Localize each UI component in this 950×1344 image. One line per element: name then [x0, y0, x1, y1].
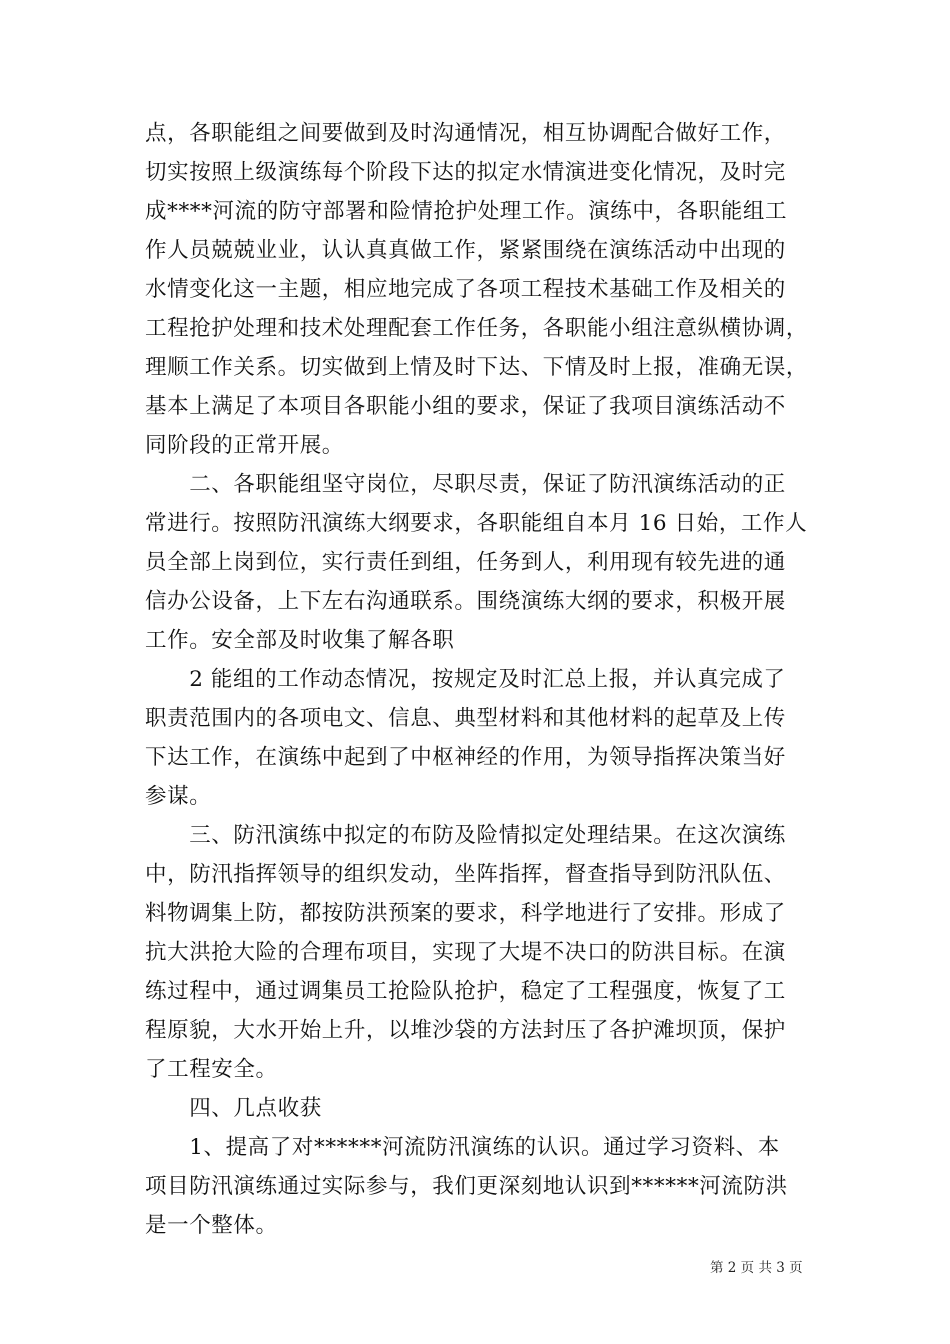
text-line: 1、提高了对******河流防汛演练的认识。通过学习资料、本	[145, 1135, 780, 1160]
text-line: 作人员兢兢业业，认认真真做工作，紧紧围绕在演练活动中出现的	[145, 238, 786, 263]
text-line: 下达工作，在演练中起到了中枢神经的作用，为领导指挥决策当好	[145, 745, 786, 770]
text-line: 信办公设备，上下左右沟通联系。围绕演练大纲的要求，积极开展	[145, 589, 786, 614]
text-line: 职责范围内的各项电文、信息、典型材料和其他材料的起草及上传	[145, 706, 786, 731]
text-line: 了工程安全。	[145, 1057, 278, 1082]
text-line: 同阶段的正常开展。	[145, 433, 344, 458]
text-line: 工程抢护处理和技术处理配套工作任务，各职能小组注意纵横协调，	[145, 316, 809, 341]
text-line: 是一个整体。	[145, 1213, 278, 1238]
text-line: 项目防汛演练通过实际参与，我们更深刻地认识到******河流防洪	[145, 1174, 788, 1199]
text-line: 程原貌，大水开始上升，以堆沙袋的方法封压了各护滩坝顶，保护	[145, 1018, 786, 1043]
body-text	[145, 114, 817, 1245]
text-line: 四、几点收获	[145, 1096, 322, 1121]
text-line: 理顺工作关系。切实做到上情及时下达、下情及时上报，准确无误，	[145, 355, 809, 380]
page-number: 第 2 页 共 3 页	[710, 1260, 803, 1276]
text-line: 成****河流的防守部署和险情抢护处理工作。演练中，各职能组工	[145, 199, 788, 224]
text-line: 点，各职能组之间要做到及时沟通情况，相互协调配合做好工作，	[145, 121, 786, 146]
text-line: 三、防汛演练中拟定的布防及险情拟定处理结果。在这次演练	[145, 823, 786, 848]
text-line: 料物调集上防，都按防洪预案的要求，科学地进行了安排。形成了	[145, 901, 786, 926]
text-line: 基本上满足了本项目各职能小组的要求，保证了我项目演练活动不	[145, 394, 786, 419]
text-line: 切实按照上级演练每个阶段下达的拟定水情演进变化情况，及时完	[145, 160, 786, 185]
text-line: 练过程中，通过调集员工抢险队抢护，稳定了工程强度，恢复了工	[145, 979, 786, 1004]
text-line: 参谋。	[145, 784, 212, 809]
text-line: 员全部上岗到位，实行责任到组，任务到人，利用现有较先进的通	[145, 550, 786, 575]
text-line: 中，防汛指挥领导的组织发动，坐阵指挥，督查指导到防汛队伍、	[145, 862, 786, 887]
text-line: 二、各职能组坚守岗位，尽职尽责，保证了防汛演练活动的正	[145, 472, 786, 497]
text-line: 水情变化这一主题，相应地完成了各项工程技术基础工作及相关的	[145, 277, 786, 302]
text-line: 抗大洪抢大险的合理布项目，实现了大堤不决口的防洪目标。在演	[145, 940, 786, 965]
text-line: 2 能组的工作动态情况，按规定及时汇总上报，并认真完成了	[145, 667, 786, 692]
text-line: 工作。安全部及时收集了解各职	[145, 628, 455, 653]
text-line: 常进行。按照防汛演练大纲要求，各职能组自本月 16 日始，工作人	[145, 511, 808, 536]
